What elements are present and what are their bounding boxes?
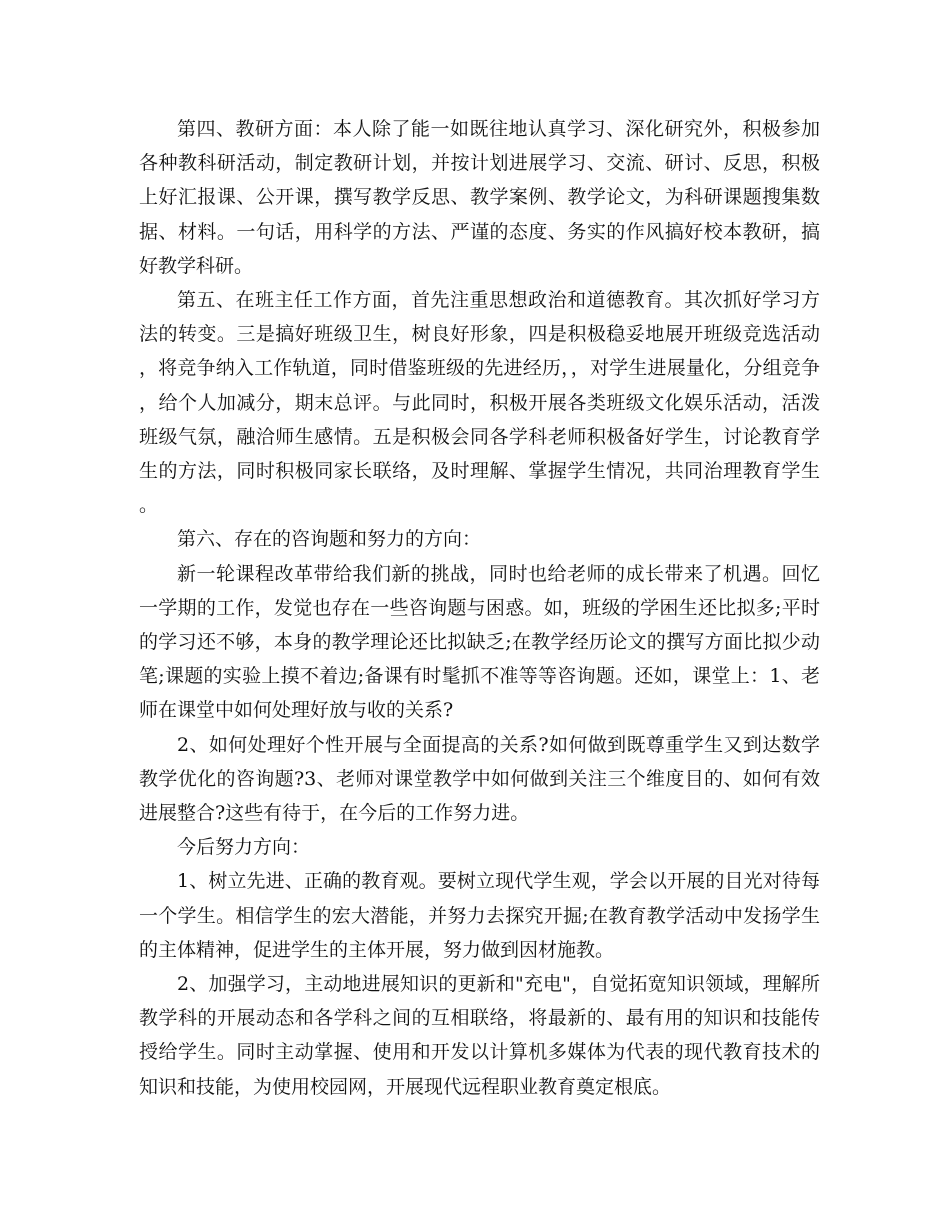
paragraph-class-teacher-work: 第五、在班主任工作方面，首先注重思想政治和道德教育。其次抓好学习方法的转变。三是搞好班级卫生，树良好形象，四是积极稳妥地展开班级竞选活动，将竞争纳入工作轨道，同时借鉴班级的先进经历，，对学生进展量化，分组竞争，给个人加减分，期末总评。与此同时，积极开展各类班级文化娱乐活动，活泼班级气氛，融洽师生感情。五是积极会同各学科老师积极备好学生，讨论教育学生的方法，同时积极同家长联络，及时理解、掌握学生情况，共同治理教育学生。 (139, 289, 820, 517)
paragraph-teaching-research: 第四、教研方面：本人除了能一如既往地认真学习、深化研究外，积极参加各种教科研活动，制定教研计划，并按计划进展学习、交流、研讨、反思，积极上好汇报课、公开课，撰写教学反思、教学案例、教学论文，为科研课题搜集数据、材料。一句话，用科学的方法、严谨的态度、务实的作风搞好校本教研，搞好教学科研。 (139, 118, 820, 277)
paragraph-curriculum-reform: 新一轮课程改革带给我们新的挑战，同时也给老师的成长带来了机遇。回忆一学期的工作，发觉也存在一些咨询题与困惑。如，班级的学困生还比拟多;平时的学习还不够，本身的教学理论还比拟缺乏;在教学经历论文的撰写方面比拟少动笔;课题的实验上摸不着边;备课有时髦抓不准等等咨询题。还如，课堂上：1、老师在课堂中如何处理好放与收的关系? (139, 562, 820, 722)
paragraph-future-direction-heading: 今后努力方向： (177, 836, 311, 859)
paragraph-problems-heading: 第六、存在的咨询题和努力的方向： (177, 528, 482, 551)
paragraph-education-view: 1、树立先进、正确的教育观。要树立现代学生观，学会以开展的目光对待每一个学生。相信学生的宏大潜能，并努力去探究开掘;在教育教学活动中发扬学生的主体精神，促进学生的主体开展，努力做到因材施教。 (139, 870, 820, 961)
document-body (139, 112, 820, 1104)
paragraph-strengthen-learning: 2、加强学习，主动地进展知识的更新和"充电"，自觉拓宽知识领域，理解所教学科的开展动态和各学科之间的互相联络，将最新的、最有用的知识和技能传授给学生。同时主动掌握、使用和开发以计算机多媒体为代表的现代教育技术的知识和技能，为使用校园网，开展现代远程职业教育奠定根底。 (139, 973, 820, 1098)
paragraph-individuality-questions: 2、如何处理好个性开展与全面提高的关系?如何做到既尊重学生又到达数学教学优化的咨询题?3、老师对课堂教学中如何做到关注三个维度目的、如何有效进展整合?这些有待于，在今后的工作努力进。 (139, 733, 820, 825)
